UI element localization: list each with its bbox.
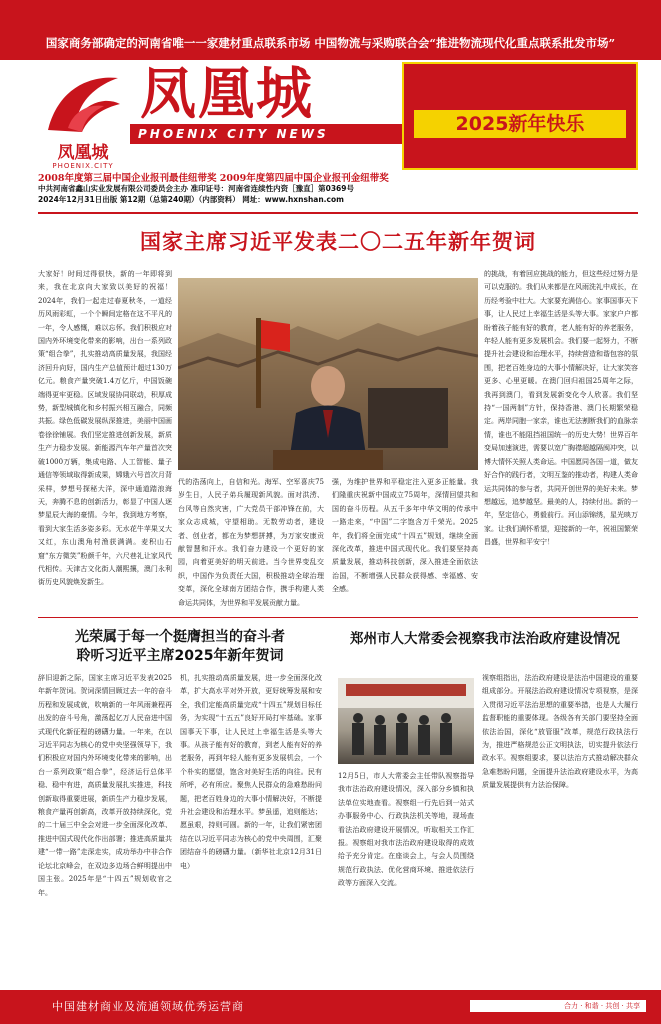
inspection-photo-icon: [338, 678, 474, 764]
section2-headline-line-1: 光荣属于每一个挺膺担当的奋斗者: [75, 629, 285, 645]
section2-col-2: 机，扎实推动高质量发展，进一步全面深化改革，扩大高水平对外开放，更好统筹发展和安全，我们定能高质量完成“十四五”规划目标任务，为实现“十五五”良好开局打牢基础。家事国事天下事，让人民过上幸福生活是头等大事。从孩子能有好的教育，到老人能有好的养老服务，再到年轻人能有更多发展机会，一个个朴实的愿望，饱含对美好生活的向往。民有所呼，必有所应。聚焦人民群众的急难愁盼问题，把老百姓身边的大事小情解决好，不断提升社会建设和治理水平。梦虽遥，追则能达；愿虽艰，持则可圆。新的一年，让我们紧密团结在以习近平同志为核心的党中央周围，汇聚团结奋斗的磅礴力量。（新华社北京12月31日电）: [180, 674, 322, 870]
logo-name: 凤凰城: [57, 143, 109, 163]
phoenix-emblem-icon: [38, 70, 128, 140]
section3-col-1: 12月5日，市人大常委会主任带队视察指导我市法治政府建设情况，深入部分乡镇和执法单位实地查看。视察组一行先后到一站式办事服务中心、行政执法机关等地，现场查看法治政府建设开展情况，听取相关工作汇报。视察组对我市法治政府建设取得的成效给予充分肯定。在座谈会上，与会人员围绕规范行政执法、优化营商环境、推进依法行政等方面深入交流。: [338, 772, 474, 888]
publication-info: [38, 183, 638, 205]
info-line-1: 中共河南省鑫山实业发展有限公司委员会主办 准印证号：河南省连续性内资［豫直］第0369号: [38, 184, 354, 193]
footer-slogan: 中国建材商业及流通领域优秀运营商: [52, 1000, 244, 1013]
section2-headline: [38, 628, 322, 666]
main-article-col-1: 大家好！时间过得很快，新的一年即将到来，我在北京向大家致以美好的祝福！2024年，我们一起走过春夏秋冬，一道经历风雨彩虹，一个个瞬间定格在这不平凡的一年，令人感慨，难以忘怀。我们积极应对国内外环境变化带来的影响，出台一系列政策“组合拳”，扎实推动高质量发展，我国经济回升向好，国内生产总值预计超过130万亿元。粮食产量突破1.4万亿斤，中国饭碗端得更牢更稳。区域发展协同联动，积厚成势，新型城镇化和乡村振兴相互融合，同频共振。绿色低碳发展纵深推进，美丽中国画卷徐徐铺展。我们坚定推进创新发展，新质生产力稳步发展。新能源汽车年产量首次突破1000万辆，集成电路、人工智能、量子通信等领域取得新成果，嫦娥六号首次月背采样，梦想号探秘大洋，深中通道踏浪海天，奔腾不息的创新活力，彰显了中国人逐梦星辰大海的豪情。今年，我到地方考察，看到大家生活多姿多彩。无水花牛苹果又大又红，东山澳角村渔获满满。麦积山石窟“东方微笑”粉颜千年，六尺巷礼让家风代代相传。天津古文化街人潮熙攘，澳门永利街历史风貌焕发新生。: [38, 270, 172, 587]
footer-motto: 合力 · 和谐 · 共创 · 共享: [470, 1000, 646, 1012]
section-divider: [38, 617, 638, 618]
top-banner: [0, 0, 661, 60]
section3-col-2: 视察组指出，法治政府建设是法治中国建设的重要组成部分。开展法治政府建设情况专项视察，是深入贯彻习近平法治思想的重要举措，也是人大履行监督职能的重要体现。各级各有关部门要坚持全面依法治国，深化“放管服”改革，规范行政执法行为，推进严格规范公正文明执法，切实提升依法行政水平。视察组要求，要以法治方式推动解决群众急难愁盼问题，全面提升法治政府建设水平，为高质量发展提供有力法治保障。: [482, 674, 638, 790]
phoenix-logo: [38, 70, 128, 168]
main-article-col-2: 代的浩荡向上，自信和光。海军、空军喜庆75岁生日，人民子弟兵履现新风貌。面对洪涝、台风等自然灾害，广大党员干部冲锋在前，大家众志成城，守望相助。无数劳动者，建设者、创业者，都在为梦想拼搏，为万家安康贡献智慧和汗水。我们奋力建设一个更好的家园，向着更美好的明天前进。当今世界变乱交织，中国作为负责任大国，积极推动全球治理变革，深化全球南方团结合作，携手构建人类命运共同体，为世界和平发展贡献力量。: [178, 478, 324, 607]
logo-english: PHOENIX.CITY: [52, 162, 114, 170]
main-photo: [178, 278, 478, 470]
info-line-2: 2024年12月31日出版 第12期（总第240期）（内部资料） 网址：www.hxnshan.com: [38, 195, 344, 204]
main-article-col-3: 强，为维护世界和平稳定注入更多正能量。我们隆重庆祝新中国成立75周年，深情回望共和国的奋斗历程。从五千多年中华文明的传承中一路走来，“中国”二字饱含万千荣光。2025年，我们将全面完成“十四五”规划，继续全面深化改革，推进中国式现代化。我们要坚持高质量发展，推动科技创新，深入推进全面依法治国，不断增强人民群众获得感、幸福感、安全感。: [332, 478, 478, 594]
section3-headline: 郑州市人大常委会视察我市法治政府建设情况: [350, 631, 620, 647]
main-headline: 国家主席习近平发表二〇二五年新年贺词: [140, 230, 536, 254]
address-photo-icon: [178, 278, 478, 470]
inspection-photo: [338, 678, 474, 764]
section2-col-1: 辞旧迎新之际，国家主席习近平发表2025年新年贺词。贺词深情回顾过去一年的奋斗历程和发展成就，吹响新的一年风雨兼程再出发的奋斗号角，激荡起亿万人民奋进中国式现代化新征程的磅礴力量。一年来，在以习近平同志为核心的党中央坚强领导下，我们积极应对国内外环境变化带来的影响，出台一系列政策“组合拳”，经济运行总体平稳、稳中有进，高质量发展扎实推进，科技创新取得重要进展，新质生产力稳步发展，粮食产量再创新高，改革开放持续深化，党的二十届三中全会对进一步全面深化改革、推进中国式现代化作出部署；推进高质量共建“一带一路”走深走实，成功举办中非合作论坛北京峰会，在双边多边场合鲜明提出中国主张。2025年是“十四五”规划收官之年。: [38, 674, 172, 897]
new-year-greeting: 2025新年快乐: [414, 110, 626, 138]
banner-text: 国家商务部确定的河南省唯一一家建材重点联系市场 中国物流与采购联合会“推进物流现代化重点联系批发市场”: [45, 36, 616, 50]
masthead-english: PHOENIX CITY NEWS: [130, 124, 402, 144]
masthead-title: 凤凰城: [140, 62, 314, 127]
award-line: 2008年度第三届中国企业报刊最佳纽带奖 2009年度第四届中国企业报刊金纽带奖: [38, 173, 389, 184]
main-article-col-4: 的挑战，有着回应挑战的能力，但这些经过努力是可以克服的。我们从来都是在风雨洗礼中成长，在历经考验中壮大。大家要充满信心。家事国事天下事，让人民过上幸福生活是头等大事。家家户户都盼着孩子能有好的教育，老人能有好的养老服务，年轻人能有更多发展机会。我们要一起努力，不断提升社会建设和治理水平，持续营造和谐包容的氛围，把老百姓身边的大事小情解决好，让大家笑容更多、心里更暖。在澳门回归祖国25周年之际，我再到澳门，看到发展新变化令人欣喜。我们坚持“一国两制”方针，保持香港、澳门长期繁荣稳定。两岸同胞一家亲，谁也无法割断我们的血脉亲情，谁也不能阻挡祖国统一的历史大势！世界百年变局加速演进，需要以宽广胸襟超越隔阂冲突，以博大情怀关照人类命运。中国愿同各国一道，做友好合作的践行者，文明互鉴的推动者，构建人类命运共同体的参与者，共同开创世界的美好未来。梦想越远，追梦越坚。最美的人，持续付出。新的一年，坚定信心，勇毅前行。河山添锦绣，星光映万家。让我们满怀希望，迎接新的一年，祝祖国繁荣昌盛，世界和平安宁！: [484, 270, 638, 547]
masthead: [130, 64, 402, 184]
new-year-box: [402, 62, 638, 170]
section2-headline-line-2: 聆听习近平主席2025年新年贺词: [76, 648, 284, 664]
header-rule: [38, 212, 638, 214]
